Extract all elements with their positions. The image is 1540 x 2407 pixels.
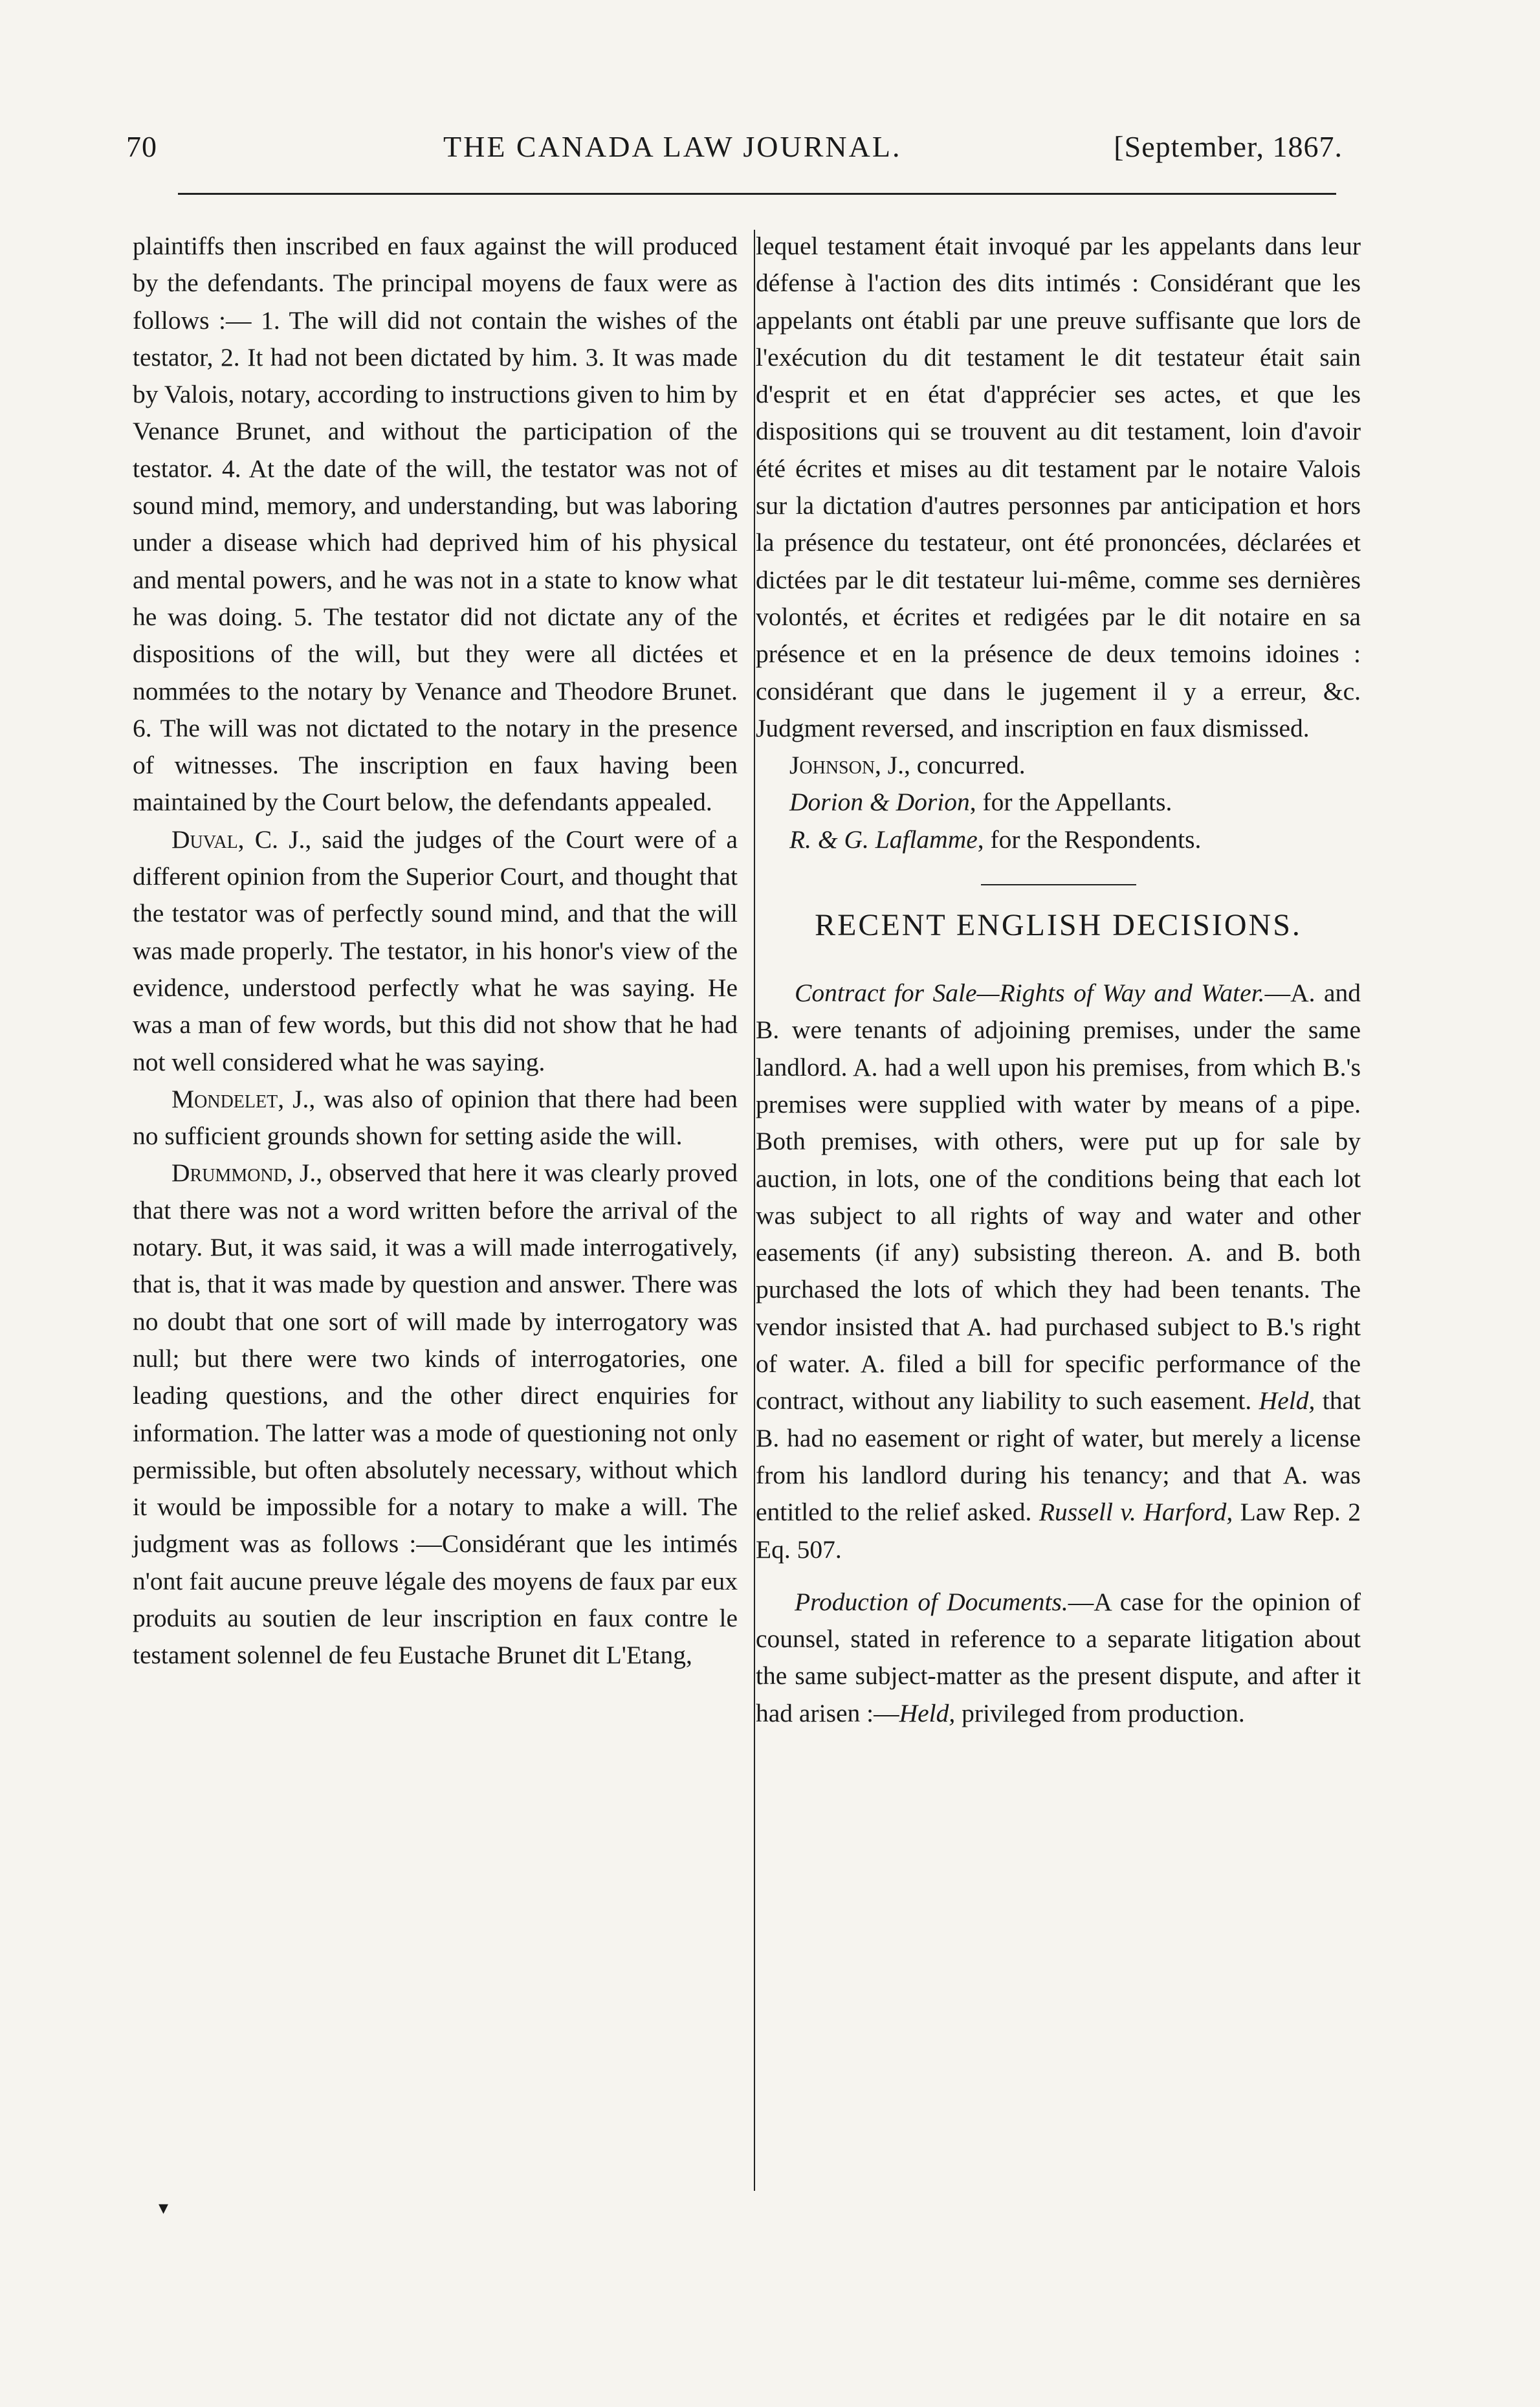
paragraph-mondelet [133,1081,738,1155]
page-number: 70 [126,130,157,163]
ink-mark: ▾ [159,2197,169,2219]
paragraph-case-facts: plaintiffs then inscribed en faux against the will produced by the defendants. The principal moyens de faux were as follows :— 1. The will did not contain the wishes of the testator, 2. It had not been dictated by him. 3. It was made by Valois, notary, according to instructions given to him by Venance Brunet, and without the participation of the testator. 4. At the date of the will, the testator was not of sound mind, memory, and understanding, but was laboring under a disease which had deprived him of his physical and mental powers, and he was not in a state to know what he was doing. 5. The testator did not dictate any of the dispositions of the will, but they were all dictées et nommées to the notary by Venance and Theodore Brunet. 6. The will was not dictated to the notary in the presence of witnesses. The inscription en faux having been maintained by the Court below, the defendants appealed. [133,232,738,817]
counsel-appellants: Dorion & Dorion, for the Appellants. [789,788,1172,817]
judge-name: Duval, C. J. [171,825,305,854]
case-citation: Law Rep. 2 Eq. 507. [756,1498,1361,1564]
issue-date: [September, 1867. [1114,130,1343,163]
concurrence-note: Johnson, J., concurred. [789,751,1026,780]
held-label: Held, [1259,1386,1315,1415]
opinion-text: , observed that here it was clearly proved that there was not a word written before the arrival of the notary. But, it was said, it was a will made interrogatively, that is, that it was made by question and answer. There was no doubt that one sort of will made by interrogatory was null; but there were two kinds of interrogatories, one leading questions, and the other direct enquiries for information. The latter was a mode of questioning not only permissible, but often absolutely necessary, without which it would be impossible for a notary to make a will. The judgment was as follows :—Considérant que les intimés n'ont fait aucune preuve légale des moyens de faux par eux produits au soutien de leur inscription en faux contre le testament solennel de feu Eustache Brunet dit L'Etang, [133,1159,738,1670]
judge-name: Drummond, J. [171,1159,316,1188]
held-label: Held, [899,1698,956,1727]
judge-name: Johnson, J. [789,751,905,780]
paragraph-drummond [133,1155,738,1674]
header-rule [178,193,1336,195]
judge-name: Mondelet, J. [171,1084,309,1113]
opinion-text: , said the judges of the Court were of a different opinion from the Superior Court, and thought that the testator was of perfectly sound mind, and that the will was made properly. The testator, in his honor's view of the evidence, understood perfectly what he was saying. He was a man of few words, but this did not show that he had not well considered what he was saying. [133,825,738,1076]
opinion-text: , was also of opinion that there had been no sufficient grounds shown for setting aside the will. [133,1084,738,1151]
journal-title: THE CANADA LAW JOURNAL. [443,130,902,163]
section-heading: RECENT ENGLISH DECISIONS. [815,908,1302,943]
left-column [133,228,738,1674]
paragraph-judgment-continued: lequel testament était invoqué par les appelants dans leur défense à l'action des dits intimés : Considérant que les appelants ont établi par une preuve suffisante que lors de l'exécution du dit testament le dit testateur était sain d'esprit et en état d'apprécier ses actes, et que les dispositions qui se trouvent au dit testament, loin d'avoir été écrites et mises au dit testament par le notaire Valois sur la dictation d'autres personnes par anticipation et hors la présence du testateur, ont été prononcées, déclarées et dictées par le dit testateur lui-même, comme ses dernières volontés, et écrites et redigées par le dit notaire en sa présence et en la présence de deux temoins idoines : considérant que dans le jugement il y a erreur, &c. Judgment reversed, and inscription en faux dismissed. [756,232,1361,742]
counsel-name: R. & G. Laflamme [789,825,978,854]
case-title: Contract for Sale—Rights of Way and Water. [795,979,1265,1008]
case-production-of-documents: Production of Documents.—A case for the opinion of counsel, stated in reference to a separate litigation about the same subject-matter as the present dispute, and after it had arisen :—Held, privileged from production. [756,1587,1361,1727]
case-citation-name: Russell v. Harford, [1039,1498,1233,1527]
counsel-name: Dorion & Dorion [789,788,970,817]
page-header [126,129,1343,175]
paragraph-duval [133,821,738,1081]
right-column [756,228,1361,1732]
section-rule [981,884,1136,885]
column-divider [754,230,755,2191]
case-contract-for-sale: Contract for Sale—Rights of Way and Water.—A. and B. were tenants of adjoining premises, under the same landlord. A. had a well upon his premises, from which B.'s premises were supplied with water by means of a pipe. Both premises, with others, were put up for sale by auction, in lots, one of the conditions being that each lot was subject to all rights of way and water and other easements (if any) subsisting thereon. A. and B. both purchased the lots of which they had been tenants. The vendor insisted that A. had purchased subject to B.'s right of water. A. filed a bill for specific performance of the contract, without any liability to such easement. Held, that B. had no easement or right of water, but merely a license from his landlord during his tenancy; and that A. was entitled to the relief asked. Russell v. Harford, Law Rep. 2 Eq. 507. [756,979,1361,1564]
counsel-respondents: R. & G. Laflamme, for the Respondents. [789,825,1202,854]
case-title: Production of Documents. [795,1587,1068,1616]
